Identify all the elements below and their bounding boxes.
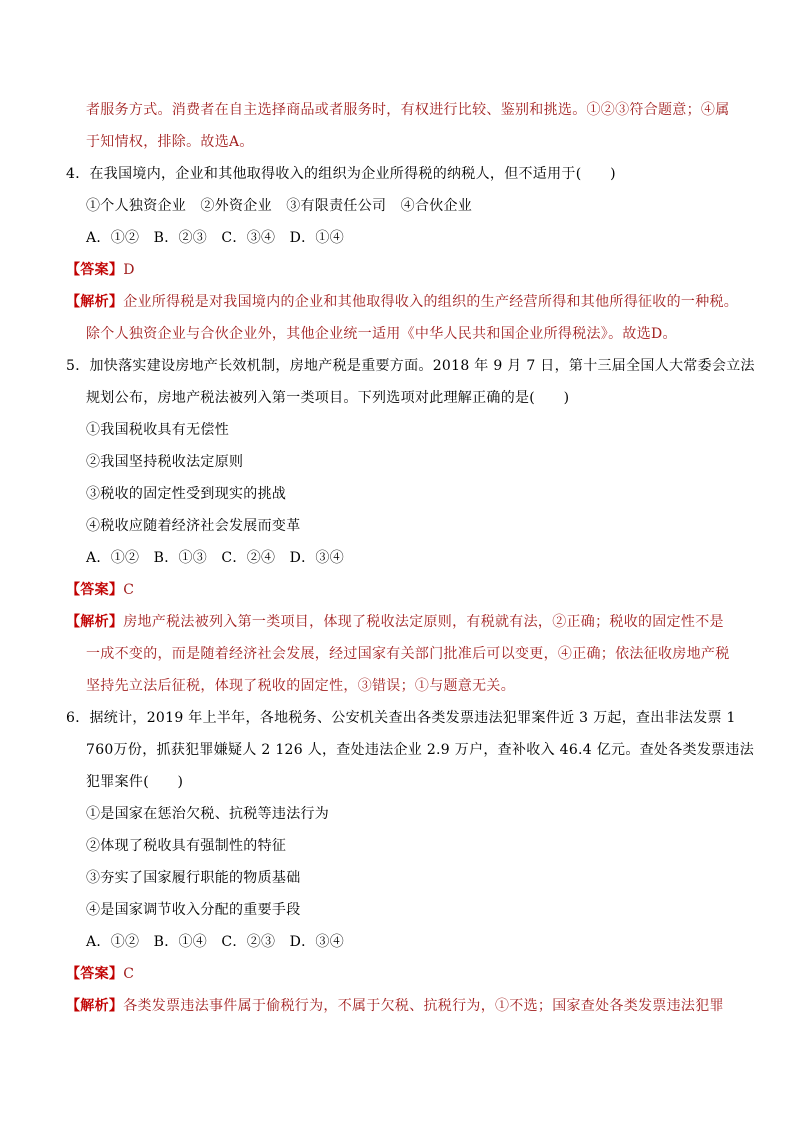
q6-item-2: ②体现了税收具有强制性的特征 bbox=[86, 838, 287, 854]
q4-analysis bbox=[66, 292, 738, 312]
q5-analysis bbox=[66, 612, 724, 632]
q5-item-2: ②我国坚持税收法定原则 bbox=[86, 454, 244, 470]
q6-answer bbox=[66, 964, 134, 984]
q5-stem-2: 规划公布，房地产税法被列入第一类项目。下列选项对此理解正确的是( ) bbox=[86, 390, 570, 406]
q5-item-3: ③税收的固定性受到现实的挑战 bbox=[86, 486, 287, 502]
q6-item-1: ①是国家在惩治欠税、抗税等违法行为 bbox=[86, 806, 330, 822]
q4-answer-tag: 【答案】 bbox=[66, 262, 124, 278]
q5-answer-tag: 【答案】 bbox=[66, 582, 124, 598]
q6-stem-2: 760万份，抓获犯罪嫌疑人 2 126 人，查处违法企业 2.9 万户，查补收入 46.4 亿元。查处各类发票违法 bbox=[86, 742, 755, 758]
q6-stem-3: 犯罪案件( ) bbox=[86, 774, 184, 790]
q5-item-1: ①我国税收具有无偿性 bbox=[86, 422, 229, 438]
q4-options: A．①② B．②③ C．③④ D．①④ bbox=[86, 230, 345, 246]
q6-stem-1: 6．据统计，2019 年上半年，各地税务、公安机关查出各类发票违法犯罪案件近 3 万起，查出非法发票 1 bbox=[66, 710, 736, 726]
q5-analysis-text-2: 一成不变的，而是随着经济社会发展，经过国家有关部门批准后可以变更，④正确；依法征收房地产税 bbox=[86, 646, 730, 662]
q5-analysis-text-3: 坚持先立法后征税，体现了税收的固定性，③错误；①与题意无关。 bbox=[86, 678, 515, 694]
q4-answer bbox=[66, 260, 135, 280]
q6-analysis bbox=[66, 996, 724, 1016]
q6-item-4: ④是国家调节收入分配的重要手段 bbox=[86, 902, 301, 918]
continuation-line-1: 者服务方式。消费者在自主选择商品或者服务时，有权进行比较、鉴别和挑选。①②③符合题意；④属 bbox=[86, 102, 730, 118]
q6-options: A．①② B．①④ C．②③ D．③④ bbox=[86, 934, 345, 950]
q6-analysis-text-1: 各类发票违法事件属于偷税行为，不属于欠税、抗税行为，①不选；国家查处各类发票违法犯罪 bbox=[123, 998, 724, 1014]
q5-analysis-text-1: 房地产税法被列入第一类项目，体现了税收法定原则，有税就有法，②正确；税收的固定性不是 bbox=[123, 614, 724, 630]
q5-answer-value: C bbox=[123, 582, 135, 598]
q6-answer-value: C bbox=[123, 966, 135, 982]
q5-options: A．①② B．①③ C．②④ D．③④ bbox=[86, 550, 345, 566]
q5-analysis-tag: 【解析】 bbox=[66, 614, 124, 630]
q4-analysis-text-1: 企业所得税是对我国境内的企业和其他取得收入的组织的生产经营所得和其他所得征收的一种税。 bbox=[123, 294, 739, 310]
q4-answer-value: D bbox=[123, 262, 135, 278]
q6-analysis-tag: 【解析】 bbox=[66, 998, 124, 1014]
q4-analysis-tag: 【解析】 bbox=[66, 294, 124, 310]
q4-stem: 4．在我国境内，企业和其他取得收入的组织为企业所得税的纳税人，但不适用于( ) bbox=[66, 166, 616, 182]
q4-analysis-text-2: 除个人独资企业与合伙企业外，其他企业统一适用《中华人民共和国企业所得税法》。故选D。 bbox=[86, 326, 677, 342]
continuation-line-2: 于知情权，排除。故选A。 bbox=[86, 134, 254, 150]
q5-item-4: ④税收应随着经济社会发展而变革 bbox=[86, 518, 301, 534]
q6-item-3: ③夯实了国家履行职能的物质基础 bbox=[86, 870, 301, 886]
q5-stem-1: 5．加快落实建设房地产长效机制，房地产税是重要方面。2018 年 9 月 7 日，第十三届全国人大常委会立法 bbox=[66, 358, 755, 374]
q5-answer bbox=[66, 580, 134, 600]
q4-items: ①个人独资企业 ②外资企业 ③有限责任公司 ④合伙企业 bbox=[86, 198, 473, 214]
q6-answer-tag: 【答案】 bbox=[66, 966, 124, 982]
